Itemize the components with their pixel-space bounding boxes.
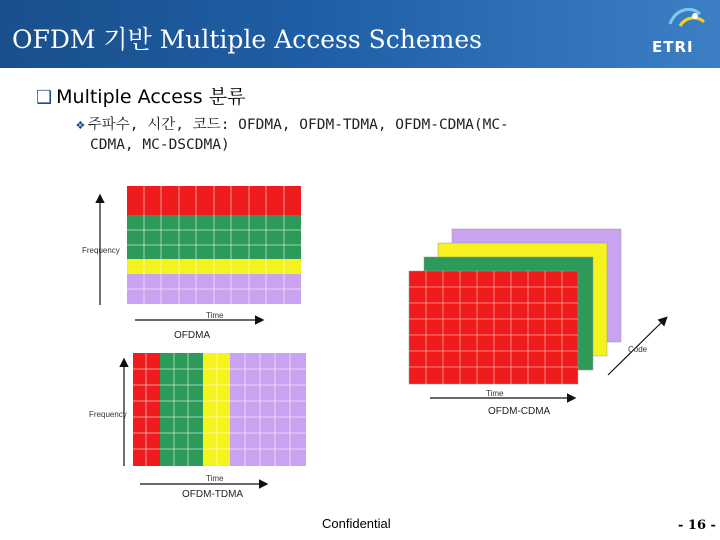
ofdm-tdma-diagram xyxy=(124,353,306,484)
tdma-caption: OFDM-TDMA xyxy=(182,489,244,500)
cdma-zlabel: Code xyxy=(628,345,648,354)
checkbox-bullet-icon: ❑ xyxy=(36,87,53,108)
logo-text: ETRI xyxy=(652,38,694,56)
cdma-caption: OFDM-CDMA xyxy=(488,406,551,417)
heading-text: Multiple Access 분류 xyxy=(56,86,246,108)
ofdma-ylabel: Frequency xyxy=(82,246,120,255)
ofdm-cdma-diagram xyxy=(409,229,666,398)
subpoint-line2: CDMA, MC-DSCDMA) xyxy=(90,137,230,153)
ofdma-xlabel: Time xyxy=(206,311,224,320)
diamond-bullet-icon: ❖ xyxy=(76,117,85,133)
footer-confidential: Confidential xyxy=(322,516,391,531)
ofdma-caption: OFDMA xyxy=(174,330,211,341)
ofdma-diagram xyxy=(100,186,301,320)
cdma-xlabel: Time xyxy=(486,389,504,398)
tdma-xlabel: Time xyxy=(206,474,224,483)
page-number: - 16 - xyxy=(678,518,716,533)
slide-title: OFDM 기반 Multiple Access Schemes xyxy=(12,25,482,54)
subpoint-line1: 주파수, 시간, 코드: OFDMA, OFDM-TDMA, OFDM-CDMA(MC- xyxy=(87,117,509,133)
tdma-ylabel: Frequency xyxy=(89,410,127,419)
